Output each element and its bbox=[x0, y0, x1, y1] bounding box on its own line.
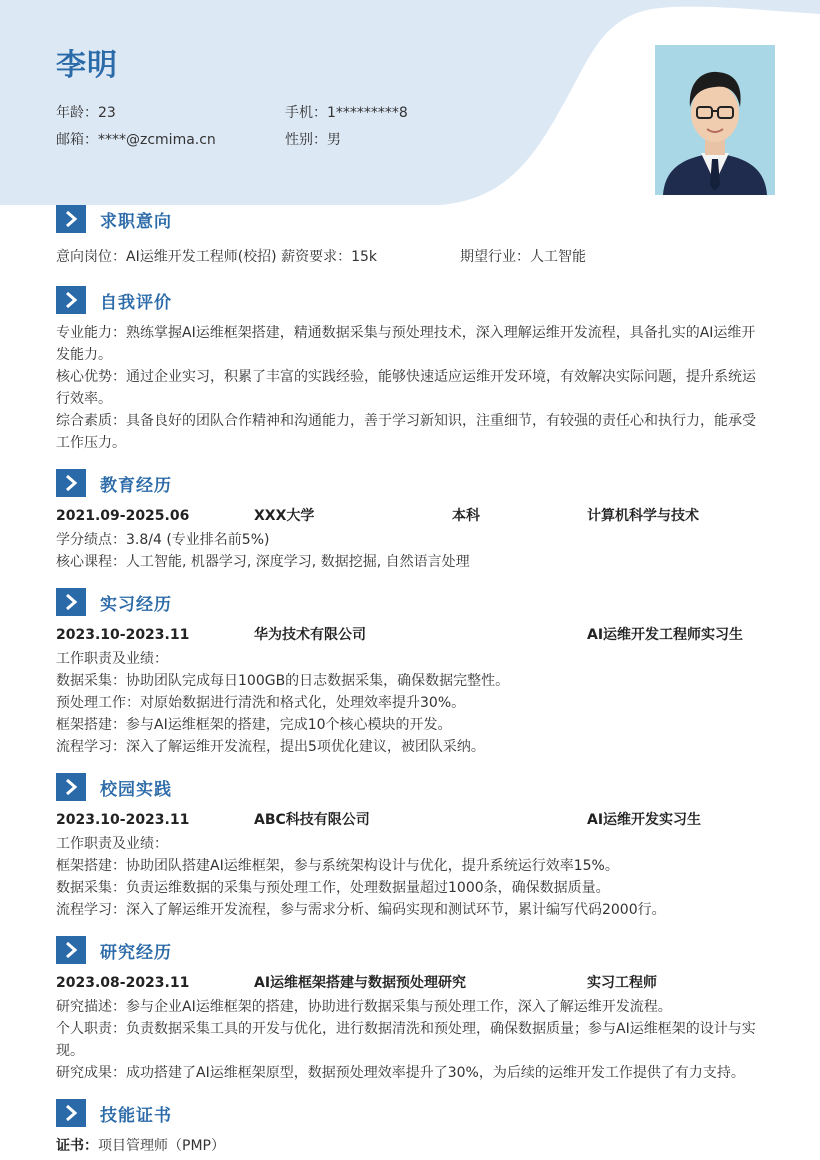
internship-date: 2023.10-2023.11 bbox=[56, 627, 190, 643]
education-courses: 核心课程：人工智能, 机器学习, 深度学习, 数据挖掘, 自然语言处理 bbox=[56, 554, 470, 570]
section-header-internship bbox=[56, 588, 172, 616]
self-eval-quality: 综合素质：具备良好的团队合作精神和沟通能力，善于学习新知识，注重细节，有较强的责任心和执行力，能承受工作压力。 bbox=[56, 413, 756, 451]
education-degree: 本科 bbox=[452, 508, 480, 524]
internship-line: 预处理工作：对原始数据进行清洗和格式化，处理效率提升30%。 bbox=[56, 695, 466, 711]
research-line: 研究描述：参与企业AI运维框架的搭建，协助进行数据采集与预处理工作，深入了解运维开发流程。 bbox=[56, 999, 672, 1015]
section-title: 研究经历 bbox=[100, 942, 172, 963]
education-gpa: 学分绩点：3.8/4 (专业排名前5%) bbox=[56, 532, 270, 548]
research-line: 个人职责：负责数据采集工具的开发与优化，进行数据清洗和预处理，确保数据质量；参与AI运维框架的设计与实现。 bbox=[56, 1021, 756, 1059]
campus-line: 工作职责及业绩： bbox=[56, 836, 168, 852]
internship-company: 华为技术有限公司 bbox=[254, 627, 366, 643]
research-line: 研究成果：成功搭建了AI运维框架原型，数据预处理效率提升了30%，为后续的运维开发工作提供了有力支持。 bbox=[56, 1065, 745, 1081]
skills-certificate bbox=[56, 1135, 225, 1157]
education-school: XXX大学 bbox=[254, 508, 315, 524]
internship-row bbox=[56, 624, 768, 646]
campus-line: 框架搭建：协助团队搭建AI运维框架，参与系统架构设计与优化，提升系统运行效率15%。 bbox=[56, 858, 619, 874]
section-title: 实习经历 bbox=[100, 594, 172, 615]
chevron-right-icon bbox=[56, 773, 86, 801]
chevron-right-icon bbox=[56, 588, 86, 616]
education-date: 2021.09-2025.06 bbox=[56, 508, 190, 524]
campus-line: 流程学习：深入了解运维开发流程，参与需求分析、编码实现和测试环节，累计编写代码2000行。 bbox=[56, 902, 666, 918]
campus-line: 数据采集：负责运维数据的采集与预处理工作，处理数据量超过1000条，确保数据质量。 bbox=[56, 880, 610, 896]
gender-field: 性别：男 bbox=[285, 132, 341, 148]
intent-position-salary: 意向岗位：AI运维开发工程师(校招) 薪资要求：15k bbox=[56, 249, 378, 265]
campus-company: ABC科技有限公司 bbox=[254, 812, 370, 828]
section-header-research bbox=[56, 936, 172, 964]
campus-row bbox=[56, 809, 768, 831]
intent-industry: 期望行业：人工智能 bbox=[460, 249, 586, 265]
chevron-right-icon bbox=[56, 469, 86, 497]
research-date: 2023.08-2023.11 bbox=[56, 975, 190, 991]
education-major: 计算机科学与技术 bbox=[587, 508, 699, 524]
section-header-intent bbox=[56, 205, 172, 233]
research-row bbox=[56, 972, 768, 994]
internship-role: AI运维开发工程师实习生 bbox=[587, 627, 744, 643]
certificate-value: 项目管理师（PMP） bbox=[98, 1138, 225, 1154]
chevron-right-icon bbox=[56, 936, 86, 964]
internship-line: 框架搭建：参与AI运维框架的搭建，完成10个核心模块的开发。 bbox=[56, 717, 452, 733]
section-title: 校园实践 bbox=[100, 779, 172, 800]
section-header-campus bbox=[56, 773, 172, 801]
section-title: 自我评价 bbox=[100, 292, 172, 313]
chevron-right-icon bbox=[56, 205, 86, 233]
profile-photo bbox=[655, 45, 775, 195]
section-header-skills bbox=[56, 1099, 172, 1127]
internship-line: 工作职责及业绩： bbox=[56, 651, 168, 667]
certificate-label: 证书： bbox=[56, 1138, 98, 1154]
internship-line: 数据采集：协助团队完成每日100GB的日志数据采集，确保数据完整性。 bbox=[56, 673, 510, 689]
self-eval-strength: 核心优势：通过企业实习，积累了丰富的实践经验，能够快速适应运维开发环境，有效解决实际问题，提升系统运行效率。 bbox=[56, 369, 756, 407]
section-title: 求职意向 bbox=[100, 211, 172, 232]
education-row bbox=[56, 505, 768, 527]
campus-role: AI运维开发实习生 bbox=[587, 812, 702, 828]
section-title: 教育经历 bbox=[100, 475, 172, 496]
campus-date: 2023.10-2023.11 bbox=[56, 812, 190, 828]
chevron-right-icon bbox=[56, 286, 86, 314]
section-title: 技能证书 bbox=[100, 1105, 172, 1126]
section-header-self bbox=[56, 286, 172, 314]
candidate-name: 李明 bbox=[56, 48, 118, 83]
research-project: AI运维框架搭建与数据预处理研究 bbox=[254, 975, 467, 991]
self-eval-skill: 专业能力：熟练掌握AI运维框架搭建，精通数据采集与预处理技术，深入理解运维开发流程，具备扎实的AI运维开发能力。 bbox=[56, 325, 756, 363]
internship-line: 流程学习：深入了解运维开发流程，提出5项优化建议，被团队采纳。 bbox=[56, 739, 485, 755]
phone-field: 手机：1*********8 bbox=[285, 105, 408, 121]
age-field: 年龄：23 bbox=[56, 105, 116, 121]
chevron-right-icon bbox=[56, 1099, 86, 1127]
research-role: 实习工程师 bbox=[587, 975, 657, 991]
section-header-education bbox=[56, 469, 172, 497]
email-field: 邮箱：****@zcmima.cn bbox=[56, 132, 216, 148]
